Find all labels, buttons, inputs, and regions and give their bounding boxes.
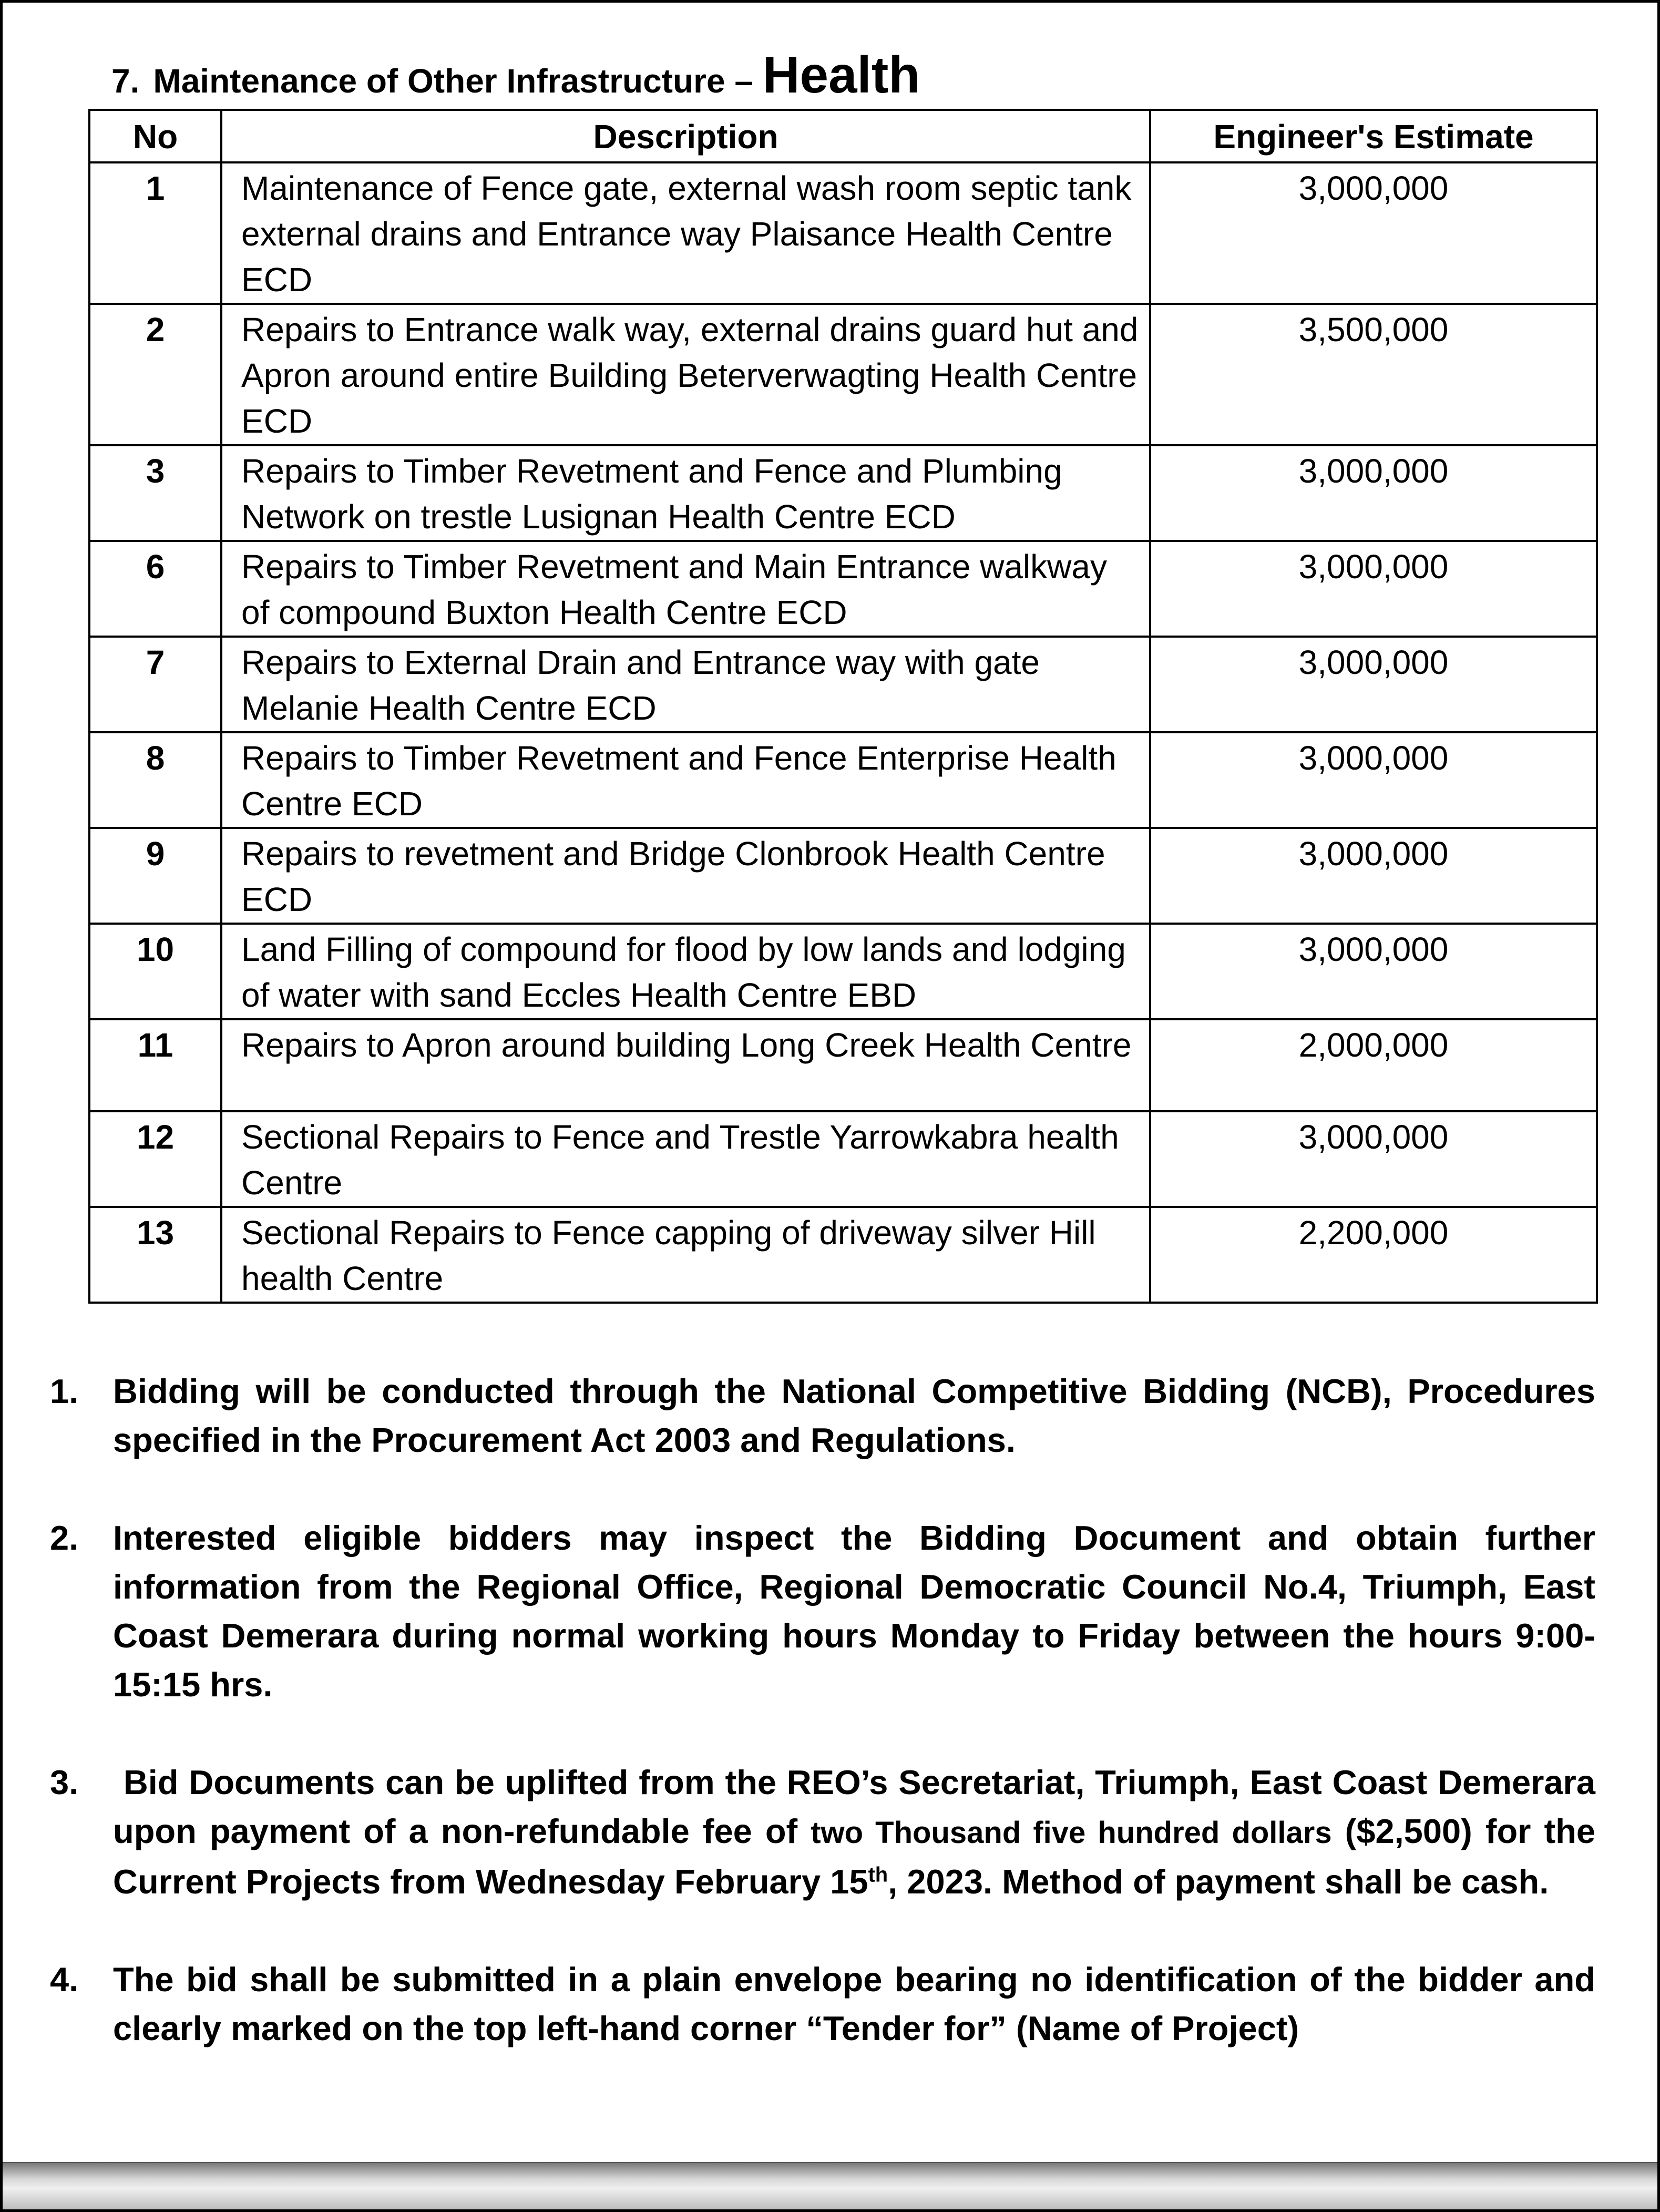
note-item: [50, 1758, 1595, 1906]
row-no: 10: [89, 924, 221, 1019]
row-no: 11: [89, 1019, 221, 1111]
row-estimate: 3,000,000: [1150, 924, 1597, 1019]
row-no: 6: [89, 541, 221, 637]
section-number: 7.: [111, 62, 140, 100]
section-emphasis: Health: [762, 46, 920, 104]
note-text: Bidding will be conducted through the National Competitive Bidding (NCB), Procedures specified in the Procurement Act 2003 and Regulations.: [113, 1372, 1595, 1459]
row-estimate: 3,500,000: [1150, 304, 1597, 445]
footer-bar: [3, 2162, 1657, 2209]
note-text-part: , 2023. Method of payment shall be cash.: [888, 1862, 1549, 1901]
ordinal-suffix: th: [868, 1863, 888, 1887]
note-item: [50, 1367, 1595, 1465]
row-description: Sectional Repairs to Fence capping of driveway silver Hill health Centre: [221, 1207, 1150, 1303]
note-number: 3.: [50, 1763, 79, 1801]
row-description: Repairs to Timber Revetment and Fence Enterprise Health Centre ECD: [221, 732, 1150, 828]
table-row: [89, 445, 1597, 541]
note-number: 1.: [50, 1372, 79, 1410]
section-heading: [111, 43, 920, 112]
note-item: [50, 1513, 1595, 1709]
row-no: 1: [89, 162, 221, 304]
table-row: [89, 1019, 1597, 1111]
table-row: [89, 732, 1597, 828]
bidding-notes: [50, 1367, 1595, 2102]
row-estimate: 3,000,000: [1150, 732, 1597, 828]
row-estimate: 3,000,000: [1150, 541, 1597, 637]
row-estimate: 3,000,000: [1150, 637, 1597, 732]
row-estimate: 3,000,000: [1150, 1111, 1597, 1207]
note-number: 2.: [50, 1519, 79, 1557]
table-row: [89, 1111, 1597, 1207]
table-row: [89, 162, 1597, 304]
row-no: 8: [89, 732, 221, 828]
section-title: Maintenance of Other Infrastructure –: [153, 62, 753, 100]
row-no: 13: [89, 1207, 221, 1303]
row-description: Maintenance of Fence gate, external wash room septic tank external drains and Entrance way Plaisance Health Centre ECD: [221, 162, 1150, 304]
row-no: 2: [89, 304, 221, 445]
note-number: 4.: [50, 1960, 79, 1999]
row-no: 3: [89, 445, 221, 541]
note-text: Interested eligible bidders may inspect the Bidding Document and obtain further information from the Regional Office, Regional Democratic Council No.4, Triumph, East Coast Demerara during normal working hours Monday to Friday between the hours 9:00-15:15 hrs.: [113, 1519, 1595, 1704]
note-text-part: ($2,500) for the Current Projects from Wednesday February 15: [113, 1812, 1595, 1901]
row-description: Land Filling of compound for flood by low lands and lodging of water with sand Eccles Health Centre EBD: [221, 924, 1150, 1019]
table-row: [89, 637, 1597, 732]
note-text: [113, 1758, 1595, 1906]
table-row: [89, 304, 1597, 445]
row-estimate: 3,000,000: [1150, 162, 1597, 304]
row-no: 12: [89, 1111, 221, 1207]
note-text-part: Bid Documents can be uplifted from the REO’s Secretariat, Triumph, East Coast Demerara upon payment of a non-refundable fee of: [113, 1763, 1595, 1850]
header-no: No: [89, 110, 221, 162]
row-description: Repairs to Apron around building Long Creek Health Centre: [221, 1019, 1150, 1111]
header-description: Description: [221, 110, 1150, 162]
table-row: [89, 1207, 1597, 1303]
table-row: [89, 541, 1597, 637]
note-item: [50, 1955, 1595, 2053]
fee-in-words: two Thousand five hundred dollars: [811, 1816, 1332, 1850]
estimates-table: [88, 109, 1598, 1304]
table-row: [89, 924, 1597, 1019]
row-estimate: 3,000,000: [1150, 445, 1597, 541]
row-description: Repairs to Entrance walk way, external drains guard hut and Apron around entire Building Beterverwagting Health Centre ECD: [221, 304, 1150, 445]
row-description: Sectional Repairs to Fence and Trestle Yarrowkabra health Centre: [221, 1111, 1150, 1207]
row-no: 9: [89, 828, 221, 924]
note-text: The bid shall be submitted in a plain envelope bearing no identification of the bidder and clearly marked on the top left-hand corner “Tender for” (Name of Project): [113, 1960, 1595, 2047]
header-estimate: Engineer's Estimate: [1150, 110, 1597, 162]
row-estimate: 2,000,000: [1150, 1019, 1597, 1111]
table-row: [89, 828, 1597, 924]
row-description: Repairs to Timber Revetment and Main Entrance walkway of compound Buxton Health Centre ECD: [221, 541, 1150, 637]
row-estimate: 2,200,000: [1150, 1207, 1597, 1303]
row-description: Repairs to Timber Revetment and Fence and Plumbing Network on trestle Lusignan Health Centre ECD: [221, 445, 1150, 541]
table-header-row: [89, 110, 1597, 162]
row-no: 7: [89, 637, 221, 732]
row-description: Repairs to External Drain and Entrance way with gate Melanie Health Centre ECD: [221, 637, 1150, 732]
row-description: Repairs to revetment and Bridge Clonbrook Health Centre ECD: [221, 828, 1150, 924]
row-estimate: 3,000,000: [1150, 828, 1597, 924]
